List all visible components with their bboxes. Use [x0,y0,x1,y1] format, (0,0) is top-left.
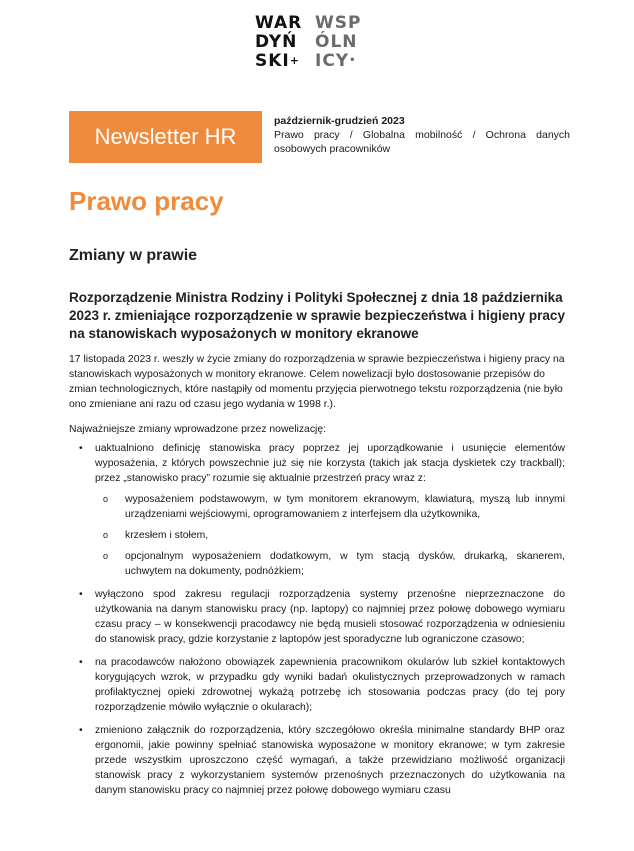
list-lead: Najważniejsze zmiany wprowadzone przez nowelizację: [69,424,326,435]
logo-left-line: WAR [255,13,303,33]
issue-topics: Prawo pracy / Globalna mobilność / Ochrona danych osobowych pracowników [274,129,570,155]
circle-bullet-icon: o [103,494,109,504]
logo-dot-mark: • [349,55,357,66]
changes-list [69,441,565,798]
sub-list-item [95,528,565,543]
logo-right-line: ÓLN [315,32,358,52]
list-item-text: uaktualniono definicję stanowiska pracy poprzez jej uporządkowanie i usunięcie elementów wyposażenia, z których powszechnie już się nie korzysta (takich jak stacja dyskietek czy trackball); przez „stanowisko pracy” rozumie się aktualnie przestrzeń pracy wraz z: [95,443,565,484]
article-body [69,352,565,806]
sub-list-item [95,549,565,579]
bullet-icon: • [79,443,83,454]
circle-bullet-icon: o [103,530,109,540]
section-title: Prawo pracy [69,186,224,216]
logo-right-column [315,14,361,71]
bullet-icon: • [79,657,83,668]
subsection-title: Zmiany w prawie [69,247,198,264]
sub-list-item-text: opcjonalnym wyposażeniem dodatkowym, w tym stacją dysków, drukarką, skanerem, uchwytem na dokumenty, podnóżkiem; [125,551,565,577]
list-item-text: wyłączono spod zakresu regulacji rozporządzenia systemy przenośne nieprzeznaczone do użytkowania na danym stanowisku pracy (np. laptopy) co najmniej przez połowę dobowego wymiaru czasu pracy – w konsekwencji pracodawcy nie będą musieli stosować rozporządzenia w odniesieniu do stanowisk pracy, gdzie korzystanie z laptopów jest sporadyczne lub ograniczone czasowo; [95,589,565,645]
list-item [69,441,565,579]
list-item [69,587,565,647]
list-item-text: na pracodawców nałożono obowiązek zapewnienia pracownikom okularów lub szkieł kontaktowych korygujących wzrok, w przypadku gdy wyniki badań okulistycznych przeprowadzonych w ramach profilaktycznej opieki zdrowotnej wykażą potrzebę ich stosowania podczas pracy (do tej pory rozporządzenie mówiło wyłącznie o okularach); [95,657,565,713]
logo-left-column [255,14,302,71]
sub-list-item-text: wyposażeniem podstawowym, w tym monitorem ekranowym, klawiaturą, myszą lub innymi urządzeniami wejściowymi, oprogramowaniem z interfejsem dla użytkownika, [125,494,565,520]
logo-left-line: DYŃ [255,32,298,52]
issue-info [274,114,570,156]
intro-paragraph: 17 listopada 2023 r. weszły w życie zmiany do rozporządzenia w sprawie bezpieczeństwa i higieny pracy na stanowiskach wyposażonych w monitory ekranowe. Celem nowelizacji było dostosowanie przepisów do zmian technologicznych, które nastąpiły od momentu przyjęcia pierwotnego tekstu rozporządzenia (nie było ono zmieniane ani razu od czasu jego wydania w 1998 r.). [69,354,565,410]
bullet-icon: • [79,589,83,600]
firm-logo [255,14,375,74]
list-item [69,655,565,715]
logo-right-line: WSP [315,13,362,33]
newsletter-title: Newsletter HR [94,124,237,149]
list-item [69,723,565,798]
regulation-title: Rozporządzenie Ministra Rodziny i Polityki Społecznej z dnia 18 października 2023 r. zmieniające rozporządzenie w sprawie bezpieczeństwa i higieny pracy na stanowiskach wyposażonych w monitory ekranowe [69,290,565,341]
sub-list [95,492,565,579]
list-item-text: zmieniono załącznik do rozporządzenia, który szczegółowo określa minimalne standardy BHP oraz ergonomii, jakie powinny spełniać stanowiska wyposażone w monitory ekranowe; w tym zakresie przede wszystkim uproszczono część wymagań, a także przewidziano możliwość organizacji stanowisk pracy z wykorzystaniem systemów przenośnych przeznaczonych do użytkowania na danym stanowisku pracy co najmniej przez połowę dobowego wymiaru czasu [95,725,565,796]
logo-right-line: ICY• [315,51,357,71]
logo-plus-mark: + [289,54,300,67]
logo-left-line: SKI+ [255,51,300,71]
sub-list-item [95,492,565,522]
circle-bullet-icon: o [103,551,109,561]
issue-date: październik-grudzień 2023 [274,115,405,127]
newsletter-banner [69,111,262,163]
bullet-icon: • [79,725,83,736]
sub-list-item-text: krzesłem i stołem, [125,530,209,541]
